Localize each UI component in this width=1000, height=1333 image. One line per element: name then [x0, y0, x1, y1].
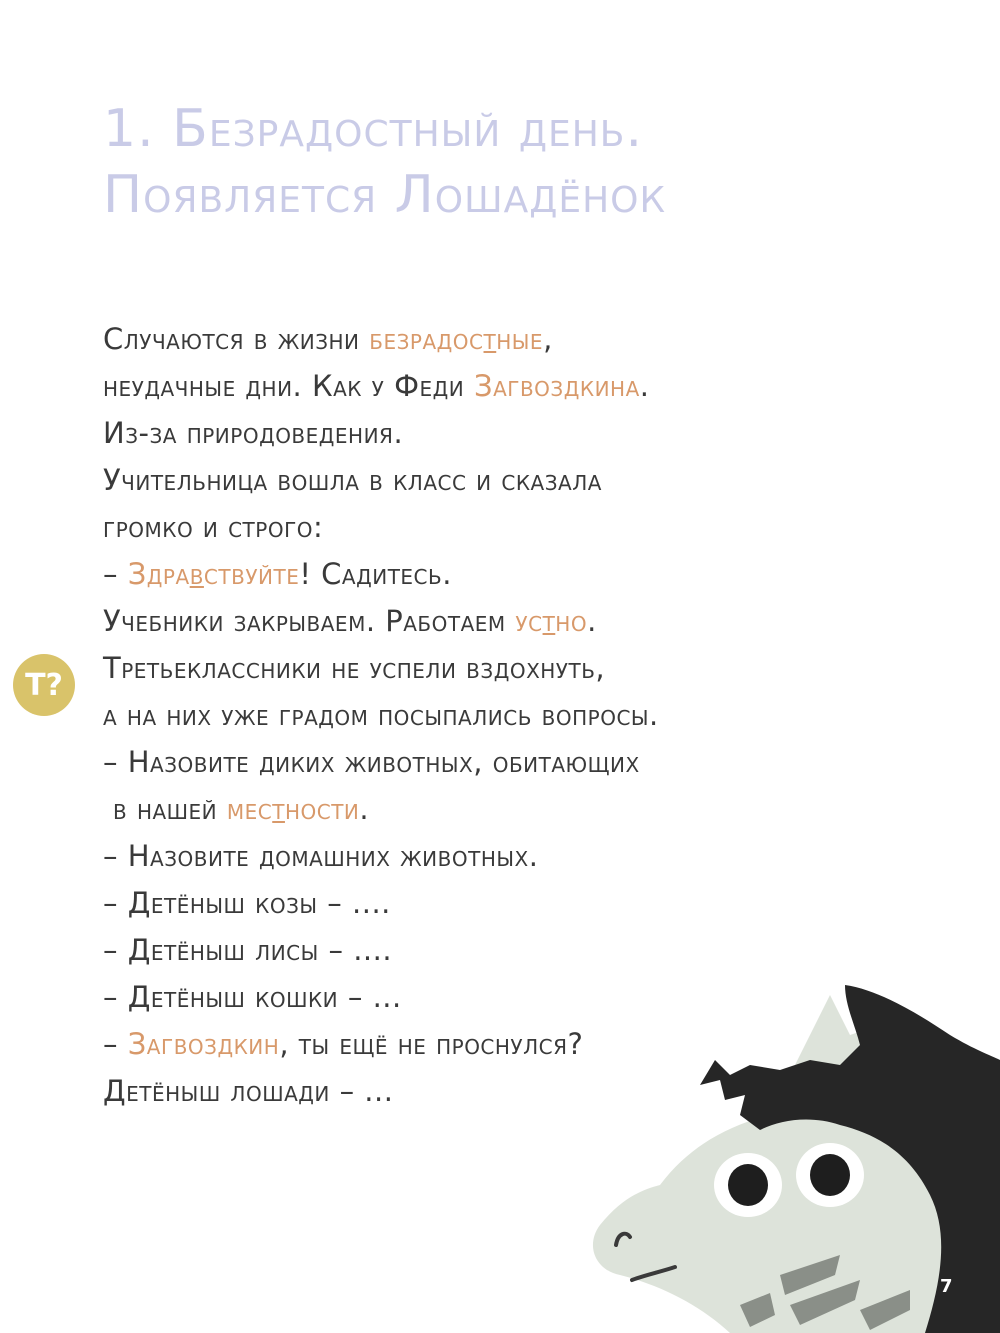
text-line	[103, 786, 863, 833]
text-segment: ,	[543, 322, 553, 356]
text-line: – Назовите диких животных, обитающих	[103, 745, 640, 779]
text-line: – Детёныш козы – ....	[103, 886, 391, 920]
text-line: – Назовите домашних животных.	[103, 839, 539, 873]
text-segment: .	[587, 604, 597, 638]
text-line: Детёныш лошади – ...	[103, 1074, 394, 1108]
text-segment: Учебники закрываем. Работаем	[103, 604, 516, 638]
text-segment: неудачные дни. Как у Феди	[103, 369, 474, 403]
highlighted-word: Здравствуйте	[127, 557, 300, 591]
text-line	[103, 316, 863, 363]
chapter-title-line-2: Появляется Лошадёнок	[103, 165, 667, 225]
highlighted-word: местности	[226, 792, 360, 826]
text-line: Учительница вошла в класс и сказала	[103, 463, 602, 497]
highlighted-word: Загвоздкин	[127, 1027, 280, 1061]
text-line	[103, 551, 863, 598]
text-line: – Детёныш кошки – ...	[103, 980, 402, 1014]
text-line	[103, 598, 863, 645]
text-segment: –	[103, 557, 128, 591]
text-segment: .	[639, 369, 650, 403]
highlighted-word: устно	[515, 604, 588, 638]
text-segment: .	[359, 792, 370, 826]
text-segment: в нашей	[113, 792, 227, 826]
page-number: 7	[940, 1276, 953, 1297]
text-line: Из-за природоведения.	[103, 416, 404, 450]
horse-illustration-icon	[580, 975, 1000, 1333]
chapter-title	[103, 96, 963, 228]
highlighted-word: безрадостные	[369, 322, 544, 356]
highlighted-word: Загвоздкина	[473, 369, 640, 403]
text-segment: ! Садитесь.	[299, 557, 452, 591]
chapter-title-line-1: 1. Безрадостный день.	[103, 99, 644, 159]
text-line: а на них уже градом посыпались вопросы.	[103, 698, 659, 732]
text-line	[103, 363, 863, 410]
text-segment: Случаются в жизни	[103, 322, 370, 356]
text-segment: –	[103, 1027, 128, 1061]
text-segment: , ты ещё не проснулся?	[279, 1027, 584, 1061]
question-badge-icon: Т?	[13, 654, 75, 716]
text-line: Третьеклассники не успели вздохнуть,	[103, 651, 606, 685]
text-line: громко и строго:	[103, 510, 324, 544]
text-line: – Детёныш лисы – ....	[103, 933, 393, 967]
